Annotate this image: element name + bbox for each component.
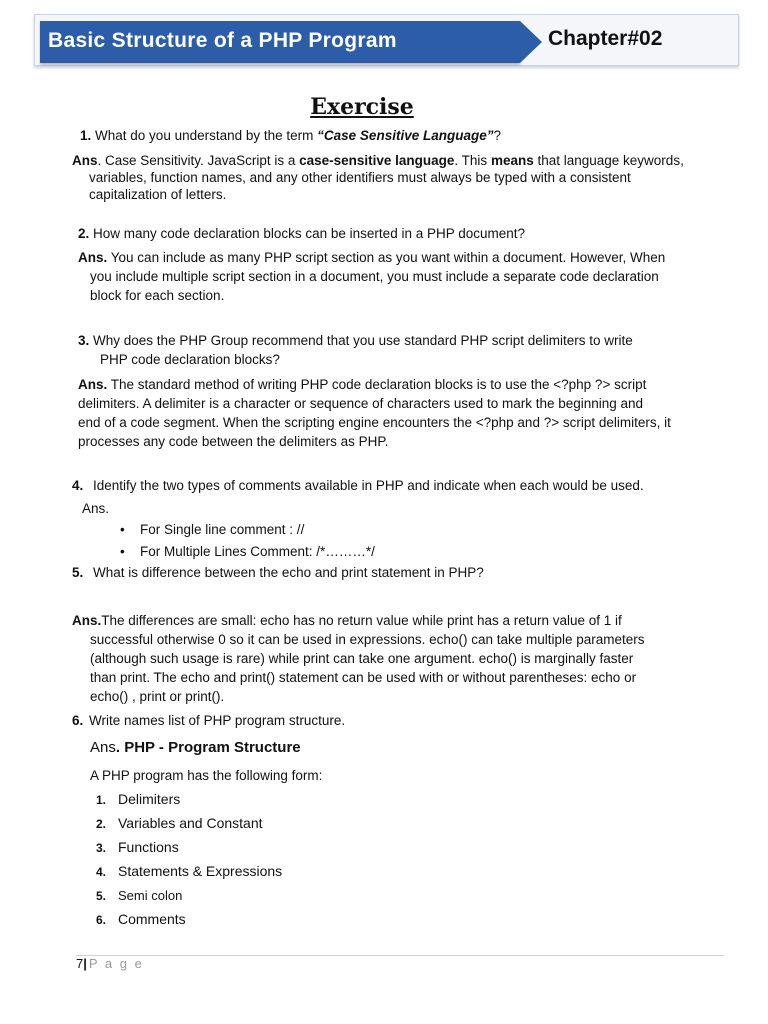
list-number: 1. — [96, 793, 107, 807]
question-text: Identify the two types of comments available in PHP and indicate when each would be used. — [93, 478, 644, 493]
question-6 — [72, 711, 345, 730]
page-footer — [76, 956, 144, 971]
answer-label: Ans. — [78, 377, 108, 392]
answer-label: Ans. — [78, 250, 108, 265]
chapter-header — [34, 14, 739, 66]
list-label: Variables and Constant — [118, 815, 263, 831]
question-4 — [72, 476, 644, 495]
answer-line: block for each section. — [90, 288, 225, 303]
answer-bold: case-sensitive language — [299, 153, 455, 168]
list-label: Functions — [118, 839, 179, 855]
question-number: 6. — [72, 713, 84, 728]
list-label: Comments — [118, 911, 186, 927]
question-text: Write names list of PHP program structure. — [89, 713, 346, 728]
answer-label: Ans. — [82, 501, 110, 516]
answer-3 — [78, 375, 728, 451]
answer-label: Ans. — [72, 613, 102, 628]
list-item: • For Single line comment : // — [118, 519, 375, 541]
answer-6-heading — [90, 738, 301, 757]
question-text: What is difference between the echo and print statement in PHP? — [93, 565, 484, 580]
page-title: Exercise — [310, 94, 414, 120]
answer-text: that language keywords, — [533, 153, 684, 168]
answer-heading: . PHP - Program Structure — [115, 739, 301, 756]
answer-line: you include multiple script section in a document, you must include a separate code declaration — [90, 269, 659, 284]
question-2 — [78, 224, 525, 243]
list-number: 4. — [96, 865, 107, 879]
answer-label: Ans — [72, 153, 98, 168]
list-number: 6. — [96, 913, 107, 927]
list-label: Statements & Expressions — [118, 863, 283, 879]
list-number: 5. — [96, 889, 107, 903]
list-number: 3. — [96, 841, 107, 855]
list-label: Semi colon — [118, 888, 183, 903]
list-item: • For Multiple Lines Comment: /*………*/ — [118, 541, 375, 563]
list-number: 2. — [96, 817, 107, 831]
question-number: 5. — [72, 565, 84, 580]
question-text: How many code declaration blocks can be inserted in a PHP document? — [93, 226, 526, 241]
footer-divider — [76, 955, 724, 956]
answer-text: . This — [454, 153, 491, 168]
question-number: 1. — [80, 128, 92, 143]
header-arrow — [520, 21, 542, 63]
answer-text: . Case Sensitivity. JavaScript is a — [97, 153, 300, 168]
answer-5 — [72, 611, 722, 706]
structure-list — [96, 787, 282, 931]
page-separator: | — [83, 956, 87, 971]
answer-line: end of a code segment. When the scripting engine encounters the <?php and ?> script delimiters, it — [78, 415, 671, 430]
answer-text: You can include as many PHP script section as you want within a document. However, When — [107, 250, 666, 265]
question-number: 3. — [78, 333, 90, 348]
answer-text: The differences are small: echo has no return value while print has a return value of 1 if — [101, 613, 622, 628]
chapter-label: Chapter#02 — [548, 27, 663, 50]
list-item — [96, 811, 282, 835]
answer-line: delimiters. A delimiter is a character or sequence of characters used to mark the beginning and — [78, 396, 644, 411]
page-number: 7 — [76, 956, 84, 971]
answer-line: than print. The echo and print() statement can be used with or without parentheses: echo or — [90, 670, 637, 685]
answer-line: echo() , print or print(). — [90, 689, 225, 704]
question-number: 2. — [78, 226, 90, 241]
list-item — [96, 835, 282, 859]
list-item — [96, 907, 282, 931]
list-item — [96, 787, 282, 811]
header-title: Basic Structure of a PHP Program — [48, 29, 397, 52]
question-text: PHP code declaration blocks? — [100, 352, 280, 367]
question-3 — [78, 331, 633, 369]
question-text: What do you understand by the term — [95, 128, 318, 143]
answer-bold: means — [490, 153, 534, 168]
answer-line: variables, function names, and any other identifiers must always be typed with a consistent — [89, 170, 631, 185]
answer-line: (although such usage is rare) while print can take one argument. echo() is marginally faster — [90, 651, 634, 666]
page-word: P a g e — [88, 956, 144, 971]
question-term: “Case Sensitive Language” — [317, 128, 494, 143]
list-item — [96, 859, 282, 883]
answer-line: successful otherwise 0 so it can be used in expressions. echo() can take multiple parameters — [90, 632, 645, 647]
question-text: Why does the PHP Group recommend that you use standard PHP script delimiters to write — [93, 333, 633, 348]
answer-2 — [78, 248, 728, 305]
answer-line: capitalization of letters. — [89, 187, 227, 202]
answer-text: The standard method of writing PHP code declaration blocks is to use the <?php ?> script — [107, 377, 647, 392]
list-label: Delimiters — [118, 791, 181, 807]
question-tail: ? — [493, 128, 501, 143]
answer-1 — [72, 152, 722, 203]
comment-types-list — [118, 519, 375, 563]
answer-label: Ans — [90, 739, 116, 756]
answer-line: processes any code between the delimiters as PHP. — [78, 434, 389, 449]
answer-intro: A PHP program has the following form: — [90, 768, 323, 783]
list-item — [96, 883, 282, 907]
question-1 — [80, 126, 501, 145]
question-5 — [72, 563, 484, 582]
question-number: 4. — [72, 478, 84, 493]
